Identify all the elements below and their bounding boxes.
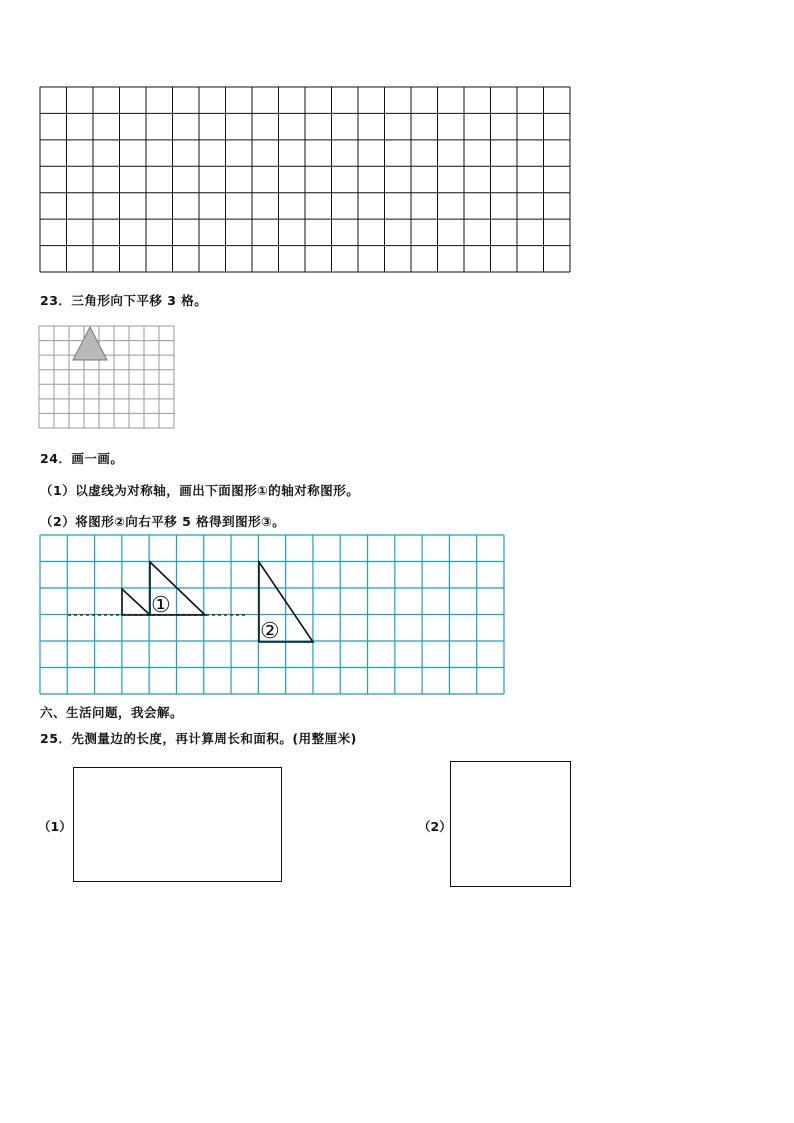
top-grid (40, 87, 571, 273)
rect-2-label: （2） (418, 819, 452, 834)
shape-2-label: ② (260, 619, 280, 644)
rectangle-1 (73, 767, 282, 882)
q23-grid (39, 326, 175, 429)
rect-1-label: （1） (38, 819, 72, 834)
section-6-title: 六、生活问题，我会解。 (40, 705, 184, 720)
question-23-text: 23．三角形向下平移 3 格。 (40, 293, 208, 308)
gray-triangle (73, 327, 107, 360)
q24-grid (40, 535, 505, 695)
question-24-part2: （2）将图形②向右平移 5 格得到图形③。 (40, 514, 286, 529)
question-24-part1: （1）以虚线为对称轴，画出下面图形①的轴对称图形。 (40, 483, 360, 498)
question-25-text: 25．先测量边的长度，再计算周长和面积。(用整厘米) (40, 731, 357, 746)
question-24-title: 24．画一画。 (40, 451, 124, 466)
rectangle-2 (450, 761, 571, 887)
shape-1-small-triangle (122, 589, 150, 615)
shape-1-label: ① (151, 593, 171, 618)
